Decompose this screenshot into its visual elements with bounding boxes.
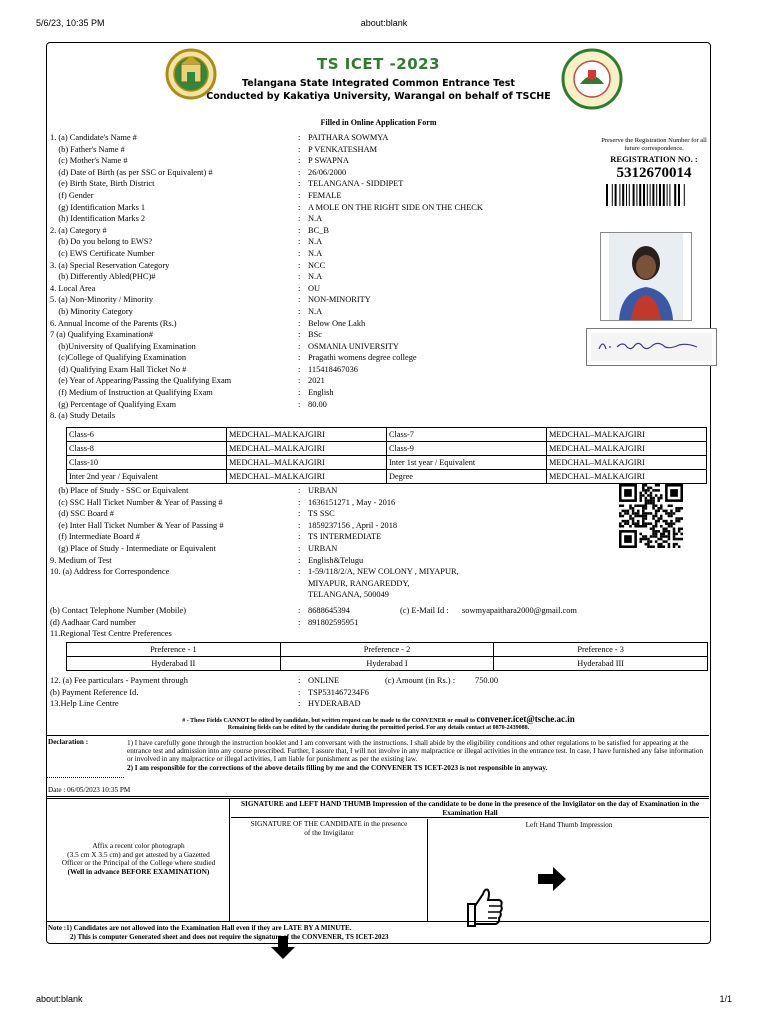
helpline-label: 13.Help Line Centre <box>50 699 119 709</box>
email-value: sowmyapaithara2000@gmail.com <box>462 606 577 615</box>
aadhaar-row: (d) Aadhaar Card number : 891802595951 <box>50 617 359 627</box>
form-label: Filled in Online Application Form <box>320 118 437 127</box>
pref-value-3: Hyderabad III <box>494 657 708 671</box>
candidate-details <box>50 132 650 422</box>
print-url-footer: about:blank <box>36 994 83 1004</box>
edit-note-2: Remaining fields can be edited by the candidate during the permitted period. For any details contact at 0870-2439088. <box>227 725 530 731</box>
photo-instruction-4: (Well in advance BEFORE EXAMINATION) <box>67 866 210 876</box>
aadhaar-label: (d) Aadhaar Card number <box>50 617 136 627</box>
field-value: NON-MINORITY <box>308 295 371 305</box>
study-district-cell: MEDCHAL–MALKAJGIRI <box>227 456 387 470</box>
field-value: A MOLE ON THE RIGHT SIDE ON THE CHECK <box>308 202 483 212</box>
field-label: 2. (a) Category # <box>50 225 107 235</box>
registration-box <box>597 137 711 206</box>
field-value: URBAN <box>308 486 338 495</box>
exam-subtitle: Telangana State Integrated Common Entrance Test <box>242 78 515 89</box>
field-row: 7 (a) Qualifying Examination# : BSc <box>50 330 322 340</box>
field-value: Pragathi womens degree college <box>308 353 417 363</box>
field-row: (d) SSC Board # : TS SSC <box>50 509 335 519</box>
field-label: (b)University of Qualifying Examination <box>50 341 196 351</box>
photo-instruction-2: (3.5 cm X 3.5 cm) and get attested by a Gazetted <box>67 849 210 859</box>
field-row <box>50 589 650 601</box>
registration-note: Preserve the Registration Number for all future correspondence. <box>601 137 707 152</box>
field-value: English <box>308 388 334 398</box>
declaration-date: Date : 06/05/2023 10:35 PM <box>48 786 131 794</box>
payment-ref-value: TSP531467234F6 <box>308 687 369 697</box>
study-class-cell: Degree <box>387 470 547 484</box>
payment-details <box>50 675 650 710</box>
field-label: (e) Birth State, Birth District <box>50 179 155 189</box>
field-row: (b) Differently Abled(PHC)# : N.A <box>50 272 323 282</box>
footer-note-2: 2) This is computer Generated sheet and does not require the signature of the CONVENER, TS ICET-2023 <box>70 933 389 941</box>
declaration-label: Declaration : <box>48 738 89 746</box>
field-label: (d) Date of Birth (as per SSC or Equivalent) # <box>50 167 213 177</box>
field-row: (g) Identification Marks 1 : A MOLE ON THE RIGHT SIDE ON THE CHECK <box>50 202 483 212</box>
field-row: (c) Mother's Name # : P SWAPNA <box>50 156 349 166</box>
field-value: BSc <box>308 330 322 340</box>
fee-mode: ONLINE <box>308 676 340 685</box>
study-district-cell: MEDCHAL–MALKAJGIRI <box>547 442 707 456</box>
field-label: 7 (a) Qualifying Examination# <box>50 330 154 340</box>
print-url: about:blank <box>360 18 408 28</box>
phone-label: (b) Contact Telephone Number (Mobile) <box>50 606 187 615</box>
field-row: (d) Date of Birth (as per SSC or Equivalent) # : 26/06/2000 <box>50 167 347 177</box>
study-district-cell: MEDCHAL–MALKAJGIRI <box>227 442 387 456</box>
field-label: (e) Inter Hall Ticket Number & Year of Passing # <box>50 520 224 530</box>
pref-header-2: Preference - 2 <box>280 643 494 657</box>
field-label: (c) SSC Hall Ticket Number & Year of Passing # <box>50 497 223 507</box>
field-row: 9. Medium of Test : English&Telugu <box>50 555 364 565</box>
field-label: (b) Do you belong to EWS? <box>50 237 153 247</box>
field-value: TELANGANA, 500049 <box>308 590 389 600</box>
candidate-photo <box>600 232 692 321</box>
footer-notes <box>48 924 388 942</box>
declaration-text-2: 2) I am responsible for the corrections of the above details filling by me and the CONVENER TS ICET-2023 is not responsible in anyway. <box>127 764 548 772</box>
field-value: 115418467036 <box>308 364 358 374</box>
preferences-table <box>66 642 708 671</box>
field-row <box>50 410 650 422</box>
field-value: Below One Lakh <box>308 318 366 328</box>
candidate-signature-image <box>586 328 717 366</box>
candidate-signature-label: SIGNATURE OF THE CANDIDATE in the presence of the Invigilator <box>250 819 408 837</box>
study-class-cell: Inter 2nd year / Equivalent <box>67 470 227 484</box>
field-row: 3. (a) Special Reservation Category : NCC <box>50 260 326 270</box>
field-row: 6. Annual Income of the Parents (Rs.) : Below One Lakh <box>50 318 366 328</box>
fee-row: 12. (a) Fee particulars - Payment through : ONLINE (c) Amount (in Rs.) : 750.00 <box>50 676 499 685</box>
field-label: 1. (a) Candidate's Name # <box>50 133 137 142</box>
field-value: 1-59/118/2/A, NEW COLONY , MIYAPUR, <box>308 567 459 577</box>
field-row: (b)University of Qualifying Examination : OSMANIA UNIVERSITY <box>50 341 399 351</box>
field-row: (g) Place of Study - Intermediate or Equivalent : URBAN <box>50 543 338 553</box>
candidate-signature-box <box>231 819 428 921</box>
thumbs-up-icon <box>464 884 504 928</box>
field-value: OSMANIA UNIVERSITY <box>308 341 399 351</box>
arrow-right-icon <box>537 866 567 892</box>
preferences-label: 11.Regional Test Centre Preferences <box>50 629 172 639</box>
field-label: 10. (a) Address for Correspondence <box>50 567 170 577</box>
field-value: 1859237156 , April - 2018 <box>308 520 398 530</box>
tsche-seal-icon <box>561 48 623 110</box>
field-row: (e) Birth State, Birth District : TELANGANA - SIDDIPET <box>50 179 404 189</box>
field-value: FEMALE <box>308 190 342 200</box>
field-label: (c)College of Qualifying Examination <box>50 353 187 363</box>
field-value: BC_B <box>308 225 329 235</box>
field-label: (g) Percentage of Qualifying Exam <box>50 399 177 409</box>
field-value: P SWAPNA <box>308 156 349 166</box>
field-label: 5. (a) Non-Minority / Minority <box>50 295 154 305</box>
field-value: P VENKATESHAM <box>308 144 378 154</box>
field-value: N.A <box>308 237 323 247</box>
field-row: (d) Qualifying Exam Hall Ticket No # : 115418467036 <box>50 364 358 374</box>
field-row: (b) Place of Study - SSC or Equivalent : URBAN <box>50 486 338 495</box>
field-label: (d) Qualifying Exam Hall Ticket No # <box>50 364 187 374</box>
registration-number: 5312670014 <box>616 165 692 181</box>
field-row: 4. Local Area : OU <box>50 283 321 293</box>
study-row <box>67 456 707 470</box>
photo-instruction-3: Officer or the Principal of the College where studied <box>61 858 216 868</box>
study-district-cell: MEDCHAL–MALKAJGIRI <box>227 470 387 484</box>
study-district-cell: MEDCHAL–MALKAJGIRI <box>227 428 387 442</box>
fee-label: 12. (a) Fee particulars - Payment through <box>50 676 188 685</box>
declaration-section <box>47 735 709 797</box>
exam-title: TS ICET -2023 <box>316 55 441 73</box>
pref-header-3: Preference - 3 <box>494 643 708 657</box>
study-class-cell: Class-10 <box>67 456 227 470</box>
contact-details <box>50 605 650 640</box>
field-row: (f) Gender : FEMALE <box>50 190 342 200</box>
study-class-cell: Class-9 <box>387 442 547 456</box>
field-value: 80.00 <box>308 399 327 409</box>
field-label: 4. Local Area <box>50 283 96 293</box>
phone-row: (b) Contact Telephone Number (Mobile) : 8688645394 (c) E-Mail Id : sowmyapaithara2000@gmail.com <box>50 606 577 615</box>
field-value: English&Telugu <box>308 555 364 565</box>
amount-value: 750.00 <box>475 676 499 685</box>
study-class-cell: Class-8 <box>67 442 227 456</box>
email-label: (c) E-Mail Id : <box>400 606 449 615</box>
field-label: (g) Identification Marks 1 <box>50 202 146 212</box>
field-row: (h) Identification Marks 2 : N.A <box>50 214 323 224</box>
field-row: (c) SSC Hall Ticket Number & Year of Passing # : 1636151271 , May - 2016 <box>50 497 396 507</box>
helpline-row: 13.Help Line Centre : HYDERABAD <box>50 699 361 709</box>
field-label: 8. (a) Study Details <box>50 411 116 421</box>
edit-note-text: # - These Fields CANNOT be edited by candidate, but written request can be made to the CONVENER or email to <box>182 718 475 724</box>
field-value: 1636151271 , May - 2016 <box>308 497 396 507</box>
field-value: URBAN <box>308 543 338 553</box>
aadhaar-value: 891802595951 <box>308 617 359 627</box>
field-label: (c) EWS Certificate Number <box>50 248 155 258</box>
field-label: (g) Place of Study - Intermediate or Equivalent <box>50 543 216 553</box>
payment-ref-row: (b) Payment Reference Id. : TSP531467234F6 <box>50 687 369 697</box>
helpline-value: HYDERABAD <box>308 699 361 709</box>
application-form-sheet <box>46 42 711 944</box>
print-page-count: 1/1 <box>719 994 732 1004</box>
study-district-cell: MEDCHAL–MALKAJGIRI <box>547 456 707 470</box>
field-row: 1. (a) Candidate's Name # : PAITHARA SOWMYA <box>50 133 389 142</box>
study-row <box>67 428 707 442</box>
qr-code <box>619 484 683 548</box>
field-label: (d) SSC Board # <box>50 509 114 519</box>
field-value: TS SSC <box>308 509 335 519</box>
registration-label: REGISTRATION NO. : <box>610 154 698 164</box>
field-label: (f) Medium of Instruction at Qualifying Exam <box>50 388 213 398</box>
field-label: (b) Father's Name # <box>50 144 125 154</box>
pref-value-2: Hyderabad I <box>280 657 494 671</box>
field-value: TS INTERMEDIATE <box>308 532 382 542</box>
field-row: (e) Inter Hall Ticket Number & Year of Passing # : 1859237156 , April - 2018 <box>50 520 398 530</box>
field-row: 10. (a) Address for Correspondence : 1-59/118/2/A, NEW COLONY , MIYAPUR, <box>50 567 459 577</box>
field-value: NCC <box>308 260 326 270</box>
browser-print-header <box>0 18 768 30</box>
field-label: (h) Identification Marks 2 <box>50 214 146 224</box>
study-details-table <box>66 427 707 484</box>
field-row: 5. (a) Non-Minority / Minority : NON-MINORITY <box>50 295 371 305</box>
field-value: N.A <box>308 214 323 224</box>
field-row: 2. (a) Category # : BC_B <box>50 225 329 235</box>
education-details <box>50 485 650 601</box>
field-value: MIYAPUR, RANGAREDDY, <box>308 578 410 588</box>
preferences-label-row <box>50 628 650 640</box>
field-label: (e) Year of Appearing/Passing the Qualifying Exam <box>50 376 232 386</box>
photo-instruction-1: Affix a recent color photograph <box>92 841 185 850</box>
field-label: 6. Annual Income of the Parents (Rs.) <box>50 318 177 328</box>
thumb-impression-label: Left Hand Thumb Impression <box>525 820 613 829</box>
study-class-cell: Class-6 <box>67 428 227 442</box>
field-row: (f) Medium of Instruction at Qualifying Exam : English <box>50 388 334 398</box>
footer-note-1: Note :1) Candidates are not allowed into the Examination Hall even if they are LATE BY A MINUTE. <box>48 924 352 932</box>
field-row: (c) EWS Certificate Number : N.A <box>50 248 323 258</box>
convener-email: convener.icet@tsche.ac.in <box>476 714 575 724</box>
field-row <box>50 578 650 590</box>
registration-barcode <box>604 184 704 206</box>
study-row <box>67 442 707 456</box>
field-row: (e) Year of Appearing/Passing the Qualifying Exam : 2021 <box>50 376 325 386</box>
field-label: (c) Mother's Name # <box>50 156 128 166</box>
field-label: (b) Differently Abled(PHC)# <box>50 272 156 282</box>
study-class-cell: Class-7 <box>387 428 547 442</box>
field-value: OU <box>308 283 321 293</box>
amount-label: (c) Amount (in Rs.) : <box>385 676 456 685</box>
pref-header-1: Preference - 1 <box>67 643 281 657</box>
signature-section <box>47 798 709 922</box>
field-label: 9. Medium of Test <box>50 555 112 565</box>
signature-header: SIGNATURE and LEFT HAND THUMB Impression of the candidate to be done in the presence of the Invigilator on the day of Examination in the Examination Hall <box>231 799 709 818</box>
field-row: (b) Do you belong to EWS? : N.A <box>50 237 323 247</box>
field-row: (b) Father's Name # : P VENKATESHAM <box>50 144 378 154</box>
field-row: (b) Minority Category : N.A <box>50 306 323 316</box>
field-label: (b) Place of Study - SSC or Equivalent <box>50 486 189 495</box>
phone-value: 8688645394 <box>308 606 350 615</box>
study-class-cell: Inter 1st year / Equivalent <box>387 456 547 470</box>
photo-instructions <box>47 799 230 921</box>
field-label: (b) Minority Category <box>50 306 133 316</box>
field-label: (f) Gender <box>50 190 94 200</box>
declaration-text-1: 1) I have carefully gone through the instruction booklet and I am conversant with the instructions. I shall abide by the eligibility conditions and other regulations to be satisfied for appearing at the entrance test and admission into any course prescribed. Further, I assure that, I will not involve in any malpractice or illegal activities in the entrance test. In case, I have furnished any false information or involved in any malpractice or illegal activities, I am liable for punishment as per the existing law. <box>127 739 704 764</box>
study-row <box>67 470 707 484</box>
field-label: 3. (a) Special Reservation Category <box>50 260 170 270</box>
field-row: (f) Intermediate Board # : TS INTERMEDIATE <box>50 532 382 542</box>
field-row: (g) Percentage of Qualifying Exam : 80.00 <box>50 399 327 409</box>
field-value: 26/06/2000 <box>308 167 347 177</box>
field-value: N.A <box>308 248 323 258</box>
field-value: N.A <box>308 306 323 316</box>
pref-value-1: Hyderabad II <box>67 657 281 671</box>
field-row: (c)College of Qualifying Examination : Pragathi womens degree college <box>50 353 417 363</box>
payment-ref-label: (b) Payment Reference Id. <box>50 687 139 697</box>
edit-note <box>47 714 710 724</box>
study-district-cell: MEDCHAL–MALKAJGIRI <box>547 428 707 442</box>
field-value: PAITHARA SOWMYA <box>308 133 389 142</box>
field-label: (f) Intermediate Board # <box>50 532 140 542</box>
field-value: 2021 <box>308 376 325 386</box>
field-value: TELANGANA - SIDDIPET <box>308 179 404 189</box>
exam-conducted-by: Conducted by Kakatiya University, Warangal on behalf of TSCHE <box>206 91 551 102</box>
study-district-cell: MEDCHAL–MALKAJGIRI <box>547 470 707 484</box>
print-datetime: 5/6/23, 10:35 PM <box>36 18 105 28</box>
field-value: N.A <box>308 272 323 282</box>
